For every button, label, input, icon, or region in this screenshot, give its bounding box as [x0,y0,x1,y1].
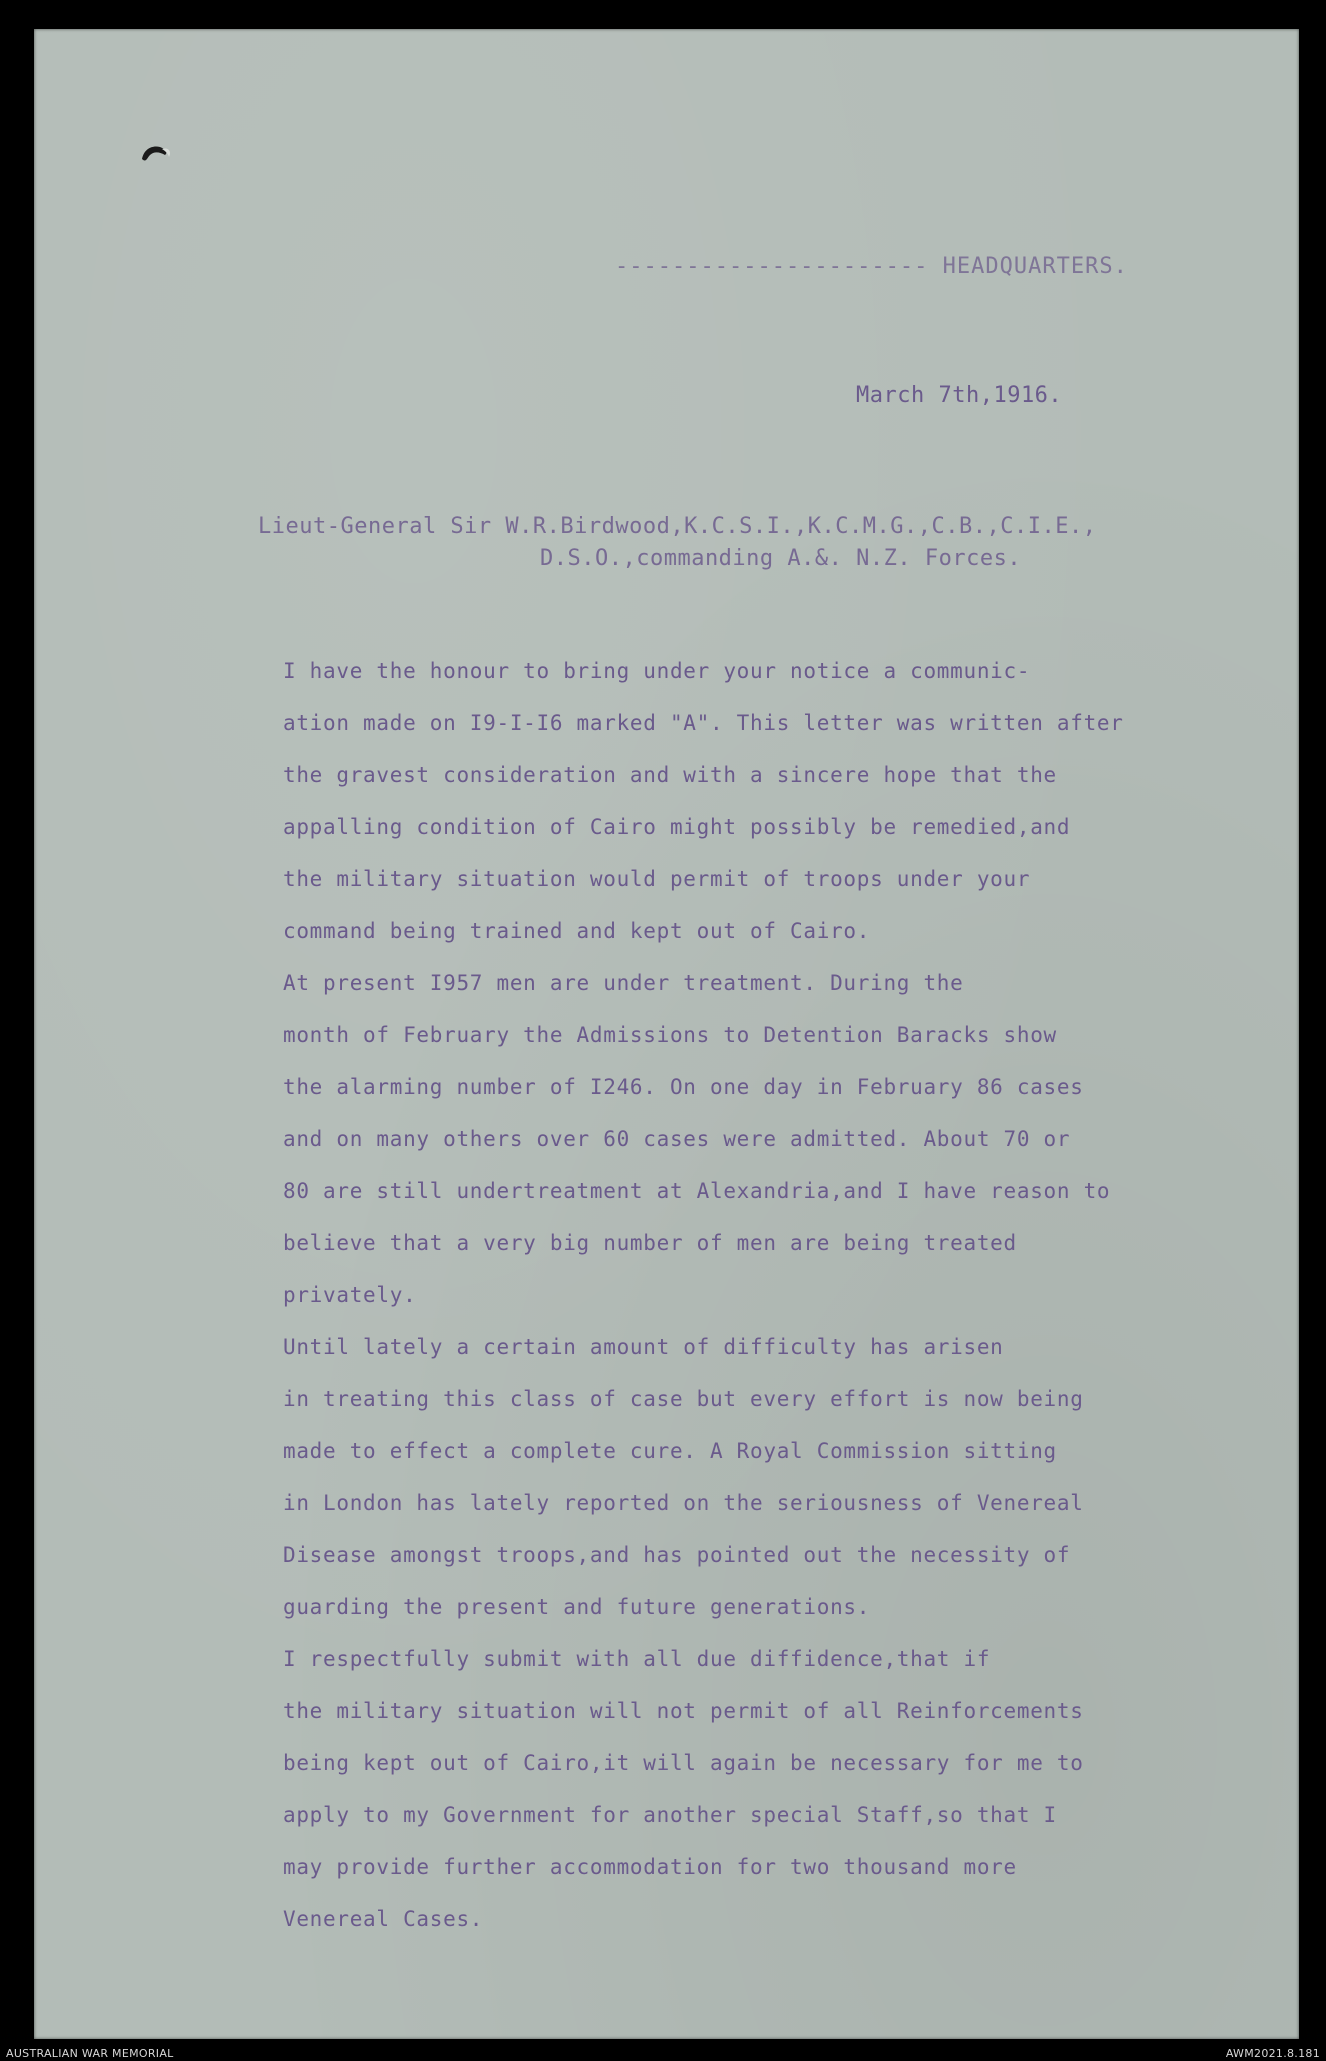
punch-hole-mark-icon [138,141,174,171]
addressee-line-1: Lieut-General Sir W.R.Birdwood,K.C.S.I.,K.C.M.G.,C.B.,C.I.E., [258,514,1097,539]
footer-institution: AUSTRALIAN WAR MEMORIAL [6,2047,174,2060]
letter-date: March 7th,1916. [856,383,1063,408]
letter-body [283,645,1243,1945]
addressee-line-2: D.S.O.,commanding A.&. N.Z. Forces. [540,546,1022,571]
paragraph-4: I respectfully submit with all due diffidence,that if the military situation will not permit of all Reinforcements being kept out of Cairo,it will again be necessary for me to apply to my Government for another special Staff,so that I may provide further accommodation for two thousand more Venereal Cases. [283,1647,1084,1931]
paragraph-3: Until lately a certain amount of difficulty has arisen in treating this class of case but every effort is now being made to effect a complete cure. A Royal Commission sitting in London has lately reported on the seriousness of Venereal Disease amongst troops,and has pointed out the necessity of guarding the present and future generations. [283,1335,1084,1619]
footer-catalogue-number: AWM2021.8.181 [1225,2047,1320,2060]
letter-header: ---------------------- HEADQUARTERS. [615,254,1128,279]
paragraph-2: At present I957 men are under treatment. During the month of February the Admissions to Detention Baracks show the alarming number of I246. On one day in February 86 cases and on many others over 60 cases were admitted. About 70 or 80 are still undertreatment at Alexandria,and I have reason to believe that a very big number of men are being treated privately. [283,971,1111,1307]
paragraph-1: I have the honour to bring under your notice a communic- ation made on I9-I-I6 marked "A". This letter was written after the gravest consideration and with a sincere hope that the appalling condition of Cairo might possibly be remedied,and the military situation would permit of troops under your command being trained and kept out of Cairo. [283,659,1124,943]
